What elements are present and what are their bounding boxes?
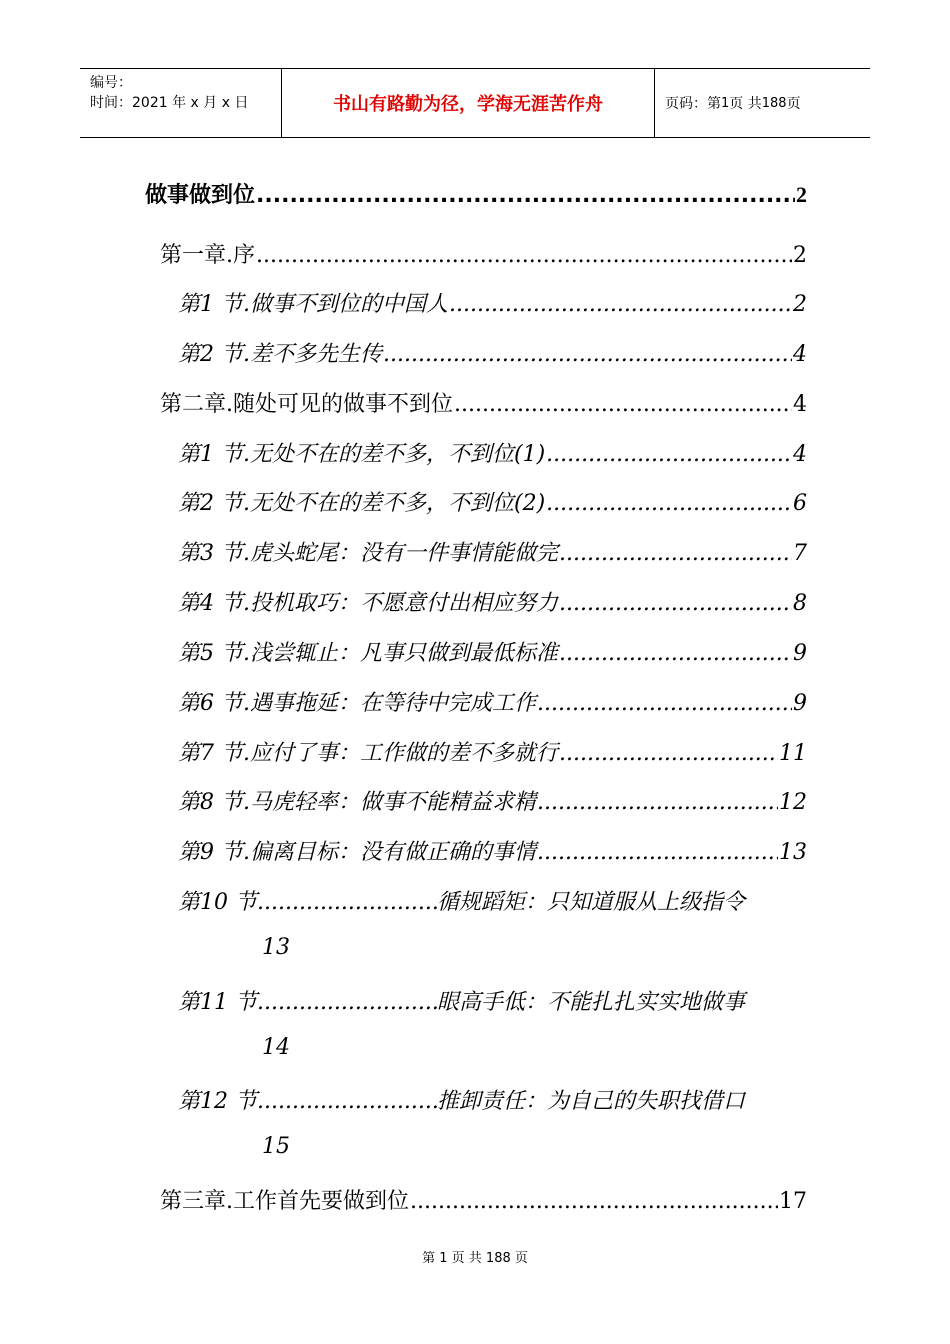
toc-entry-page: 12 [779, 790, 807, 815]
toc-title[interactable] [145, 178, 807, 209]
toc-leader [537, 691, 792, 716]
toc-entry-page: 13 [779, 840, 807, 865]
toc-entry-text: 第二章.随处可见的做事不到位 [160, 392, 453, 417]
toc-entry-page: 9 [793, 691, 807, 716]
toc-entry[interactable] [178, 586, 807, 617]
toc-entry-page: 4 [793, 442, 807, 467]
toc-entry-page: 14 [262, 1035, 290, 1060]
toc-entry-wrapped[interactable] [178, 1084, 807, 1115]
toc-leader [256, 243, 792, 268]
toc-entry-text: 推卸责任：为自己的失职找借口 [437, 1089, 746, 1114]
toc-entry-page: 7 [793, 541, 807, 566]
toc-entry-text: 眼高手低：不能扎扎实实地做事 [437, 990, 746, 1015]
toc-entry-text: 第2 节.无处不在的差不多，不到位(2) [178, 491, 546, 516]
page-footer: 第 1 页 共 188 页 [422, 1251, 528, 1266]
header-page-info [655, 69, 870, 137]
toc-entry[interactable] [178, 686, 807, 717]
toc-entry[interactable] [160, 1184, 807, 1215]
page-label: 页码：第 [665, 96, 721, 112]
toc-entry-page: 13 [262, 935, 290, 960]
number-label: 编号： [90, 75, 132, 91]
toc-entry-page: 17 [779, 1189, 807, 1214]
toc-entry-text: 第6 节.遇事拖延：在等待中完成工作 [178, 691, 536, 716]
toc-entry-text: 第1 节.无处不在的差不多，不到位(1) [178, 442, 546, 467]
page-current: 1 [721, 95, 730, 111]
toc-entry-wrapped[interactable] [178, 885, 807, 916]
toc-entry-page: 4 [793, 392, 807, 417]
toc-entry[interactable] [178, 486, 807, 517]
toc-entry[interactable] [160, 238, 807, 269]
toc-leader [559, 541, 792, 566]
toc-entry[interactable] [178, 337, 807, 368]
toc-leader [537, 790, 778, 815]
toc-leader [546, 491, 792, 516]
toc-entry-text: 第三章.工作首先要做到位 [160, 1189, 409, 1214]
toc-entry-text: 第2 节.差不多先生传 [178, 342, 382, 367]
toc-entry-text: 第8 节.马虎轻率：做事不能精益求精 [178, 790, 536, 815]
toc-entry[interactable] [178, 536, 807, 567]
toc-entry-text: 第9 节.偏离目标：没有做正确的事情 [178, 840, 536, 865]
toc-title-text: 做事做到位 [145, 183, 256, 208]
toc-entry-page: 4 [793, 342, 807, 367]
toc-entry-page: 15 [262, 1134, 290, 1159]
toc-leader [537, 840, 778, 865]
toc-leader [257, 990, 437, 1015]
header-meta [80, 69, 281, 137]
toc-entry[interactable] [160, 387, 807, 418]
toc-entry-page: 8 [793, 591, 807, 616]
page-end: 页 [786, 96, 801, 112]
time-label: 时间：2021 年 x 月 x 日 [90, 95, 249, 111]
toc-leader [410, 1189, 778, 1214]
toc-entry-text: 第5 节.浅尝辄止：凡事只做到最低标准 [178, 641, 558, 666]
toc-entry[interactable] [178, 636, 807, 667]
toc-entry[interactable] [178, 835, 807, 866]
toc-entry-page: 2 [793, 243, 807, 268]
toc-leader [454, 392, 792, 417]
toc-entry-text: 第3 节.虎头蛇尾：没有一件事情能做完 [178, 541, 558, 566]
toc-entry-prefix: 第10 节 [178, 890, 257, 915]
toc-entry-page: 2 [793, 292, 807, 317]
toc-leader [559, 641, 792, 666]
toc-entry-text: 第7 节.应付了事：工作做的差不多就行 [178, 741, 558, 766]
header-motto: 书山有路勤为径，学海无涯苦作舟 [281, 69, 655, 137]
toc-entry-prefix: 第11 节 [178, 990, 257, 1015]
toc-entry-text: 第一章.序 [160, 243, 255, 268]
toc-entry[interactable] [178, 785, 807, 816]
toc-entry-text: 第1 节.做事不到位的中国人 [178, 292, 448, 317]
toc-leader [257, 890, 437, 915]
document-header [80, 68, 870, 138]
toc-leader [449, 292, 792, 317]
toc-entry-text: 循规蹈矩：只知道服从上级指令 [437, 890, 746, 915]
toc-entry-wrapped[interactable] [178, 985, 807, 1016]
toc-leader [257, 1089, 437, 1114]
toc-entry[interactable] [178, 736, 807, 767]
toc-entry-text: 第4 节.投机取巧：不愿意付出相应努力 [178, 591, 558, 616]
toc-leader [559, 591, 792, 616]
page-total: 188 [761, 95, 787, 111]
toc-entry-page: 9 [793, 641, 807, 666]
page-mid: 页 共 [729, 96, 762, 112]
toc-entry-page: 11 [779, 741, 807, 766]
toc-leader [383, 342, 792, 367]
toc-entry-page: 6 [793, 491, 807, 516]
toc-leader [256, 183, 795, 208]
toc-entry[interactable] [178, 287, 807, 318]
toc-title-page: 2 [796, 182, 807, 207]
toc-leader [559, 741, 778, 766]
toc-leader [546, 442, 792, 467]
toc-entry-prefix: 第12 节 [178, 1089, 257, 1114]
toc-entry[interactable] [178, 437, 807, 468]
